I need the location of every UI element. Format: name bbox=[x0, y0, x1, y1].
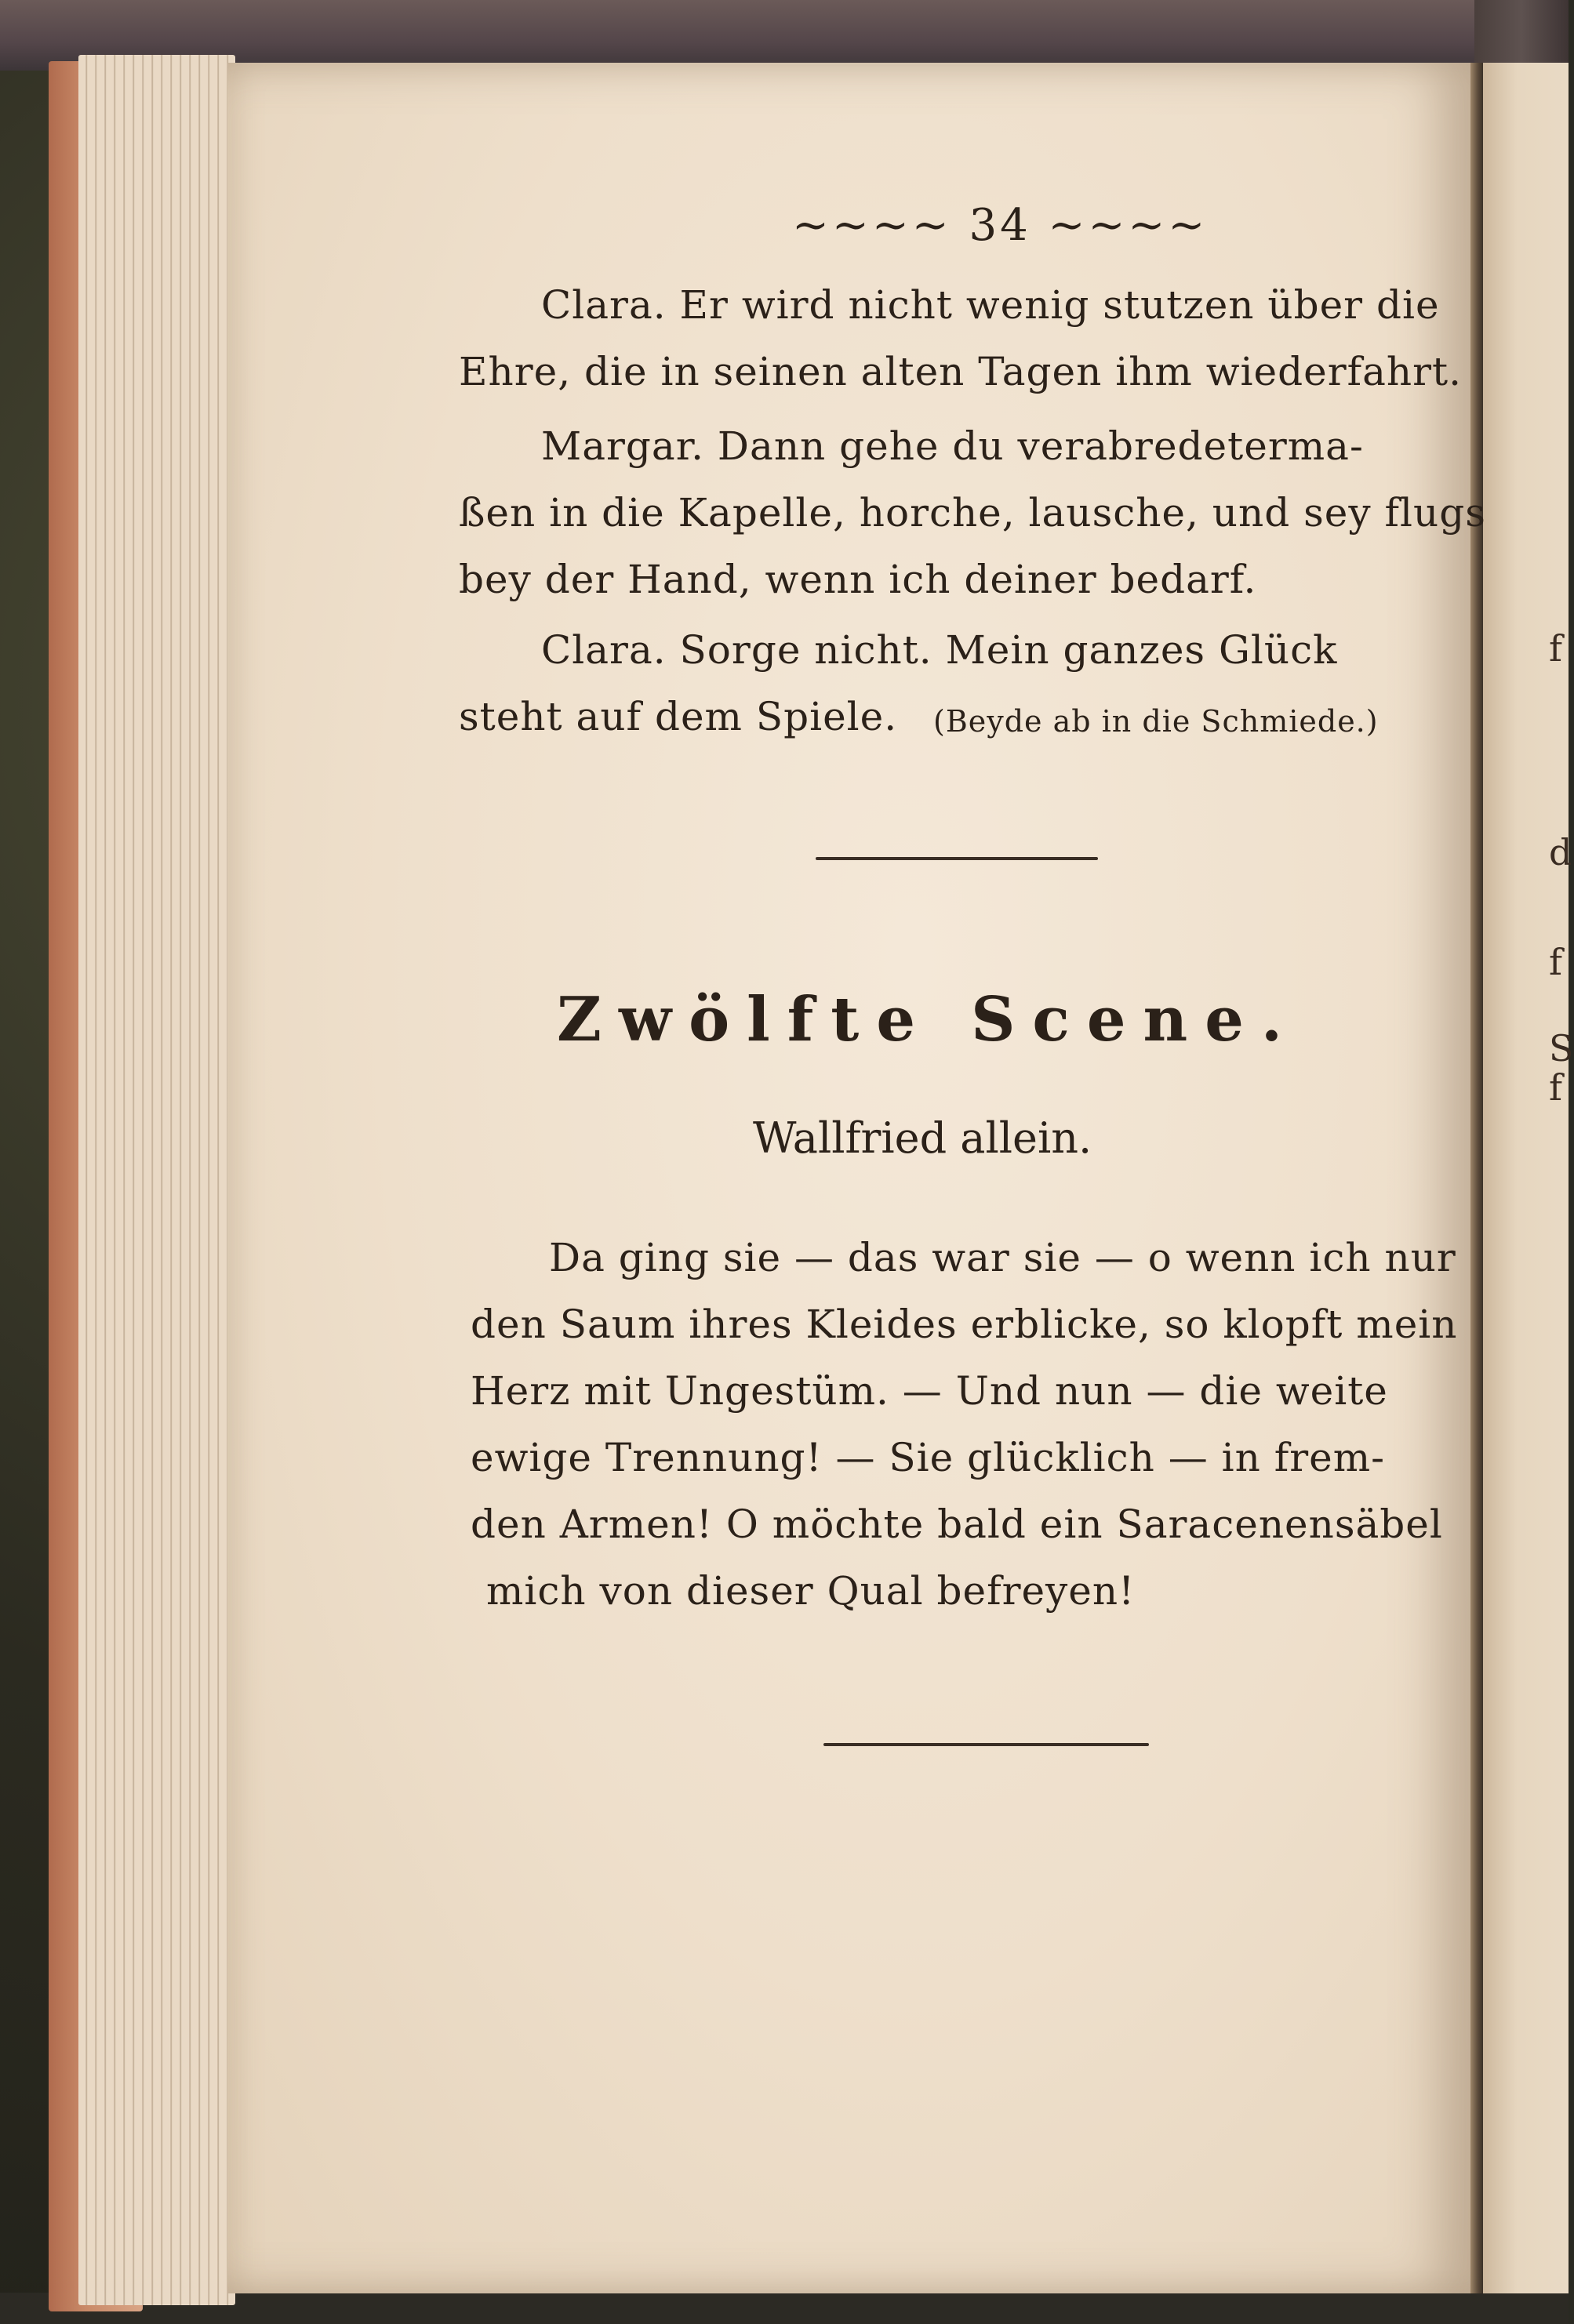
page-stack-edges bbox=[78, 55, 235, 2305]
cover-top-edge bbox=[0, 0, 1569, 71]
next-page-glyph: d bbox=[1549, 831, 1572, 873]
monologue-line: den Armen! O möchte bald ein Saracenensäbel bbox=[471, 1502, 1443, 1547]
stage-direction: (Beyde ab in die Schmiede.) bbox=[933, 704, 1379, 739]
book-page bbox=[227, 63, 1470, 2293]
text-line: Clara. Sorge nicht. Mein ganzes Glück bbox=[541, 627, 1338, 673]
cover-bottom-edge bbox=[0, 2293, 1569, 2324]
next-page-glyph: f bbox=[1549, 1066, 1563, 1109]
monologue-line: den Saum ihres Kleides erblicke, so klopft mein bbox=[471, 1302, 1458, 1347]
scene-subtitle: Wallfried allein. bbox=[753, 1113, 1092, 1163]
text-line: Ehre, die in seinen alten Tagen ihm wiederfahrt. bbox=[459, 349, 1463, 394]
text-line: ßen in die Kapelle, horche, lausche, und sey flugs bbox=[459, 490, 1486, 536]
next-page-sliver bbox=[1483, 63, 1569, 2293]
text-line: steht auf dem Spiele. bbox=[459, 694, 898, 739]
monologue-line: Da ging sie — das war sie — o wenn ich nur bbox=[549, 1235, 1456, 1280]
next-page-glyph: f bbox=[1549, 941, 1563, 983]
section-rule bbox=[823, 1743, 1149, 1746]
page-gutter bbox=[1470, 63, 1483, 2293]
scene-title: Zwölfte Scene. bbox=[557, 984, 1300, 1055]
monologue-line: Herz mit Ungestüm. — Und nun — die weite bbox=[471, 1368, 1388, 1414]
monologue-line: mich von dieser Qual befreyen! bbox=[486, 1568, 1136, 1614]
section-rule bbox=[816, 857, 1098, 860]
monologue-line: ewige Trennung! — Sie glücklich — in frem- bbox=[471, 1435, 1385, 1480]
text-line: bey der Hand, wenn ich deiner bedarf. bbox=[459, 557, 1257, 602]
next-page-glyph: S bbox=[1549, 1027, 1574, 1069]
text-line: Clara. Er wird nicht wenig stutzen über die bbox=[541, 282, 1440, 328]
next-page-glyph: f bbox=[1549, 627, 1563, 670]
text-line: Margar. Dann gehe du verabredeterma- bbox=[541, 423, 1364, 469]
page-number-header: ~~~~ 34 ~~~~ bbox=[792, 200, 1209, 251]
